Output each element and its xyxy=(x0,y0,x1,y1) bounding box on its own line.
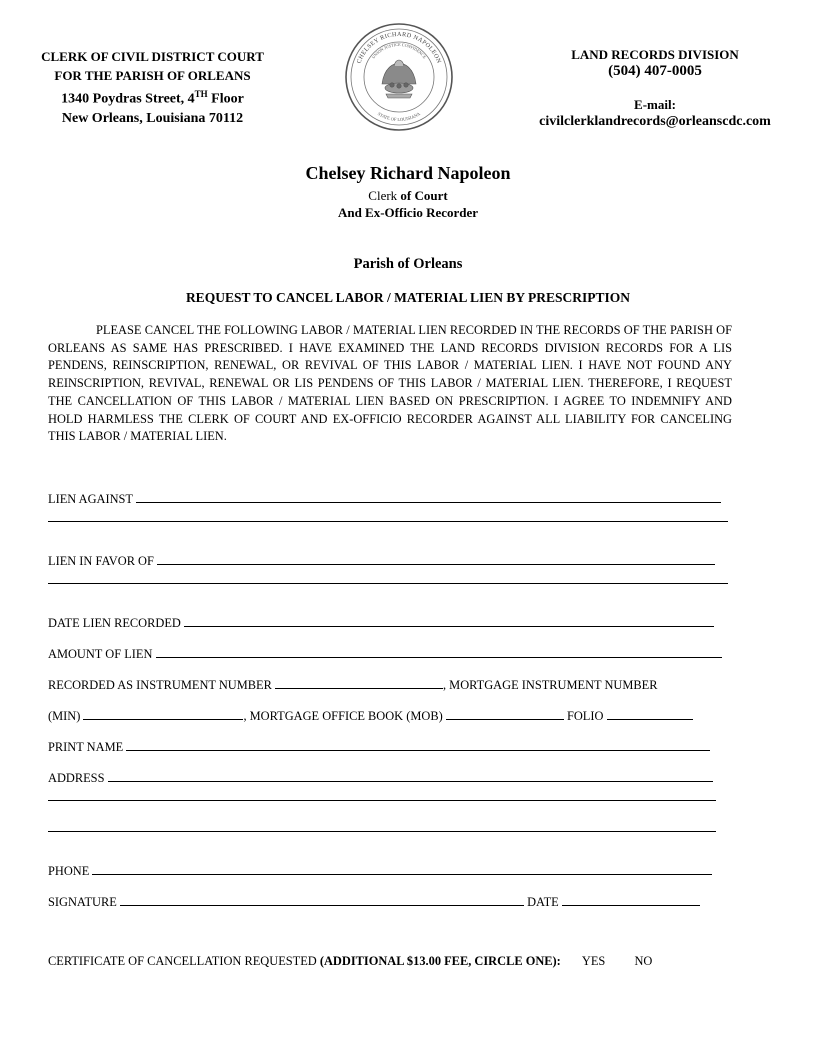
certificate-fee: (ADDITIONAL $13.00 FEE, CIRCLE ONE): xyxy=(319,954,561,968)
date-input[interactable] xyxy=(562,893,700,906)
lien-against-label: LIEN AGAINST xyxy=(48,492,133,506)
court-street: 1340 Poydras Street, 4TH Floor xyxy=(61,89,244,107)
folio-label: FOLIO xyxy=(566,709,604,723)
signature-label: SIGNATURE xyxy=(48,895,117,909)
instrument-number-row xyxy=(48,676,657,693)
certificate-yes-option[interactable]: YES xyxy=(581,954,606,968)
min-label: (MIN) xyxy=(48,709,81,723)
address-input-line3[interactable] xyxy=(48,830,716,832)
division-name: LAND RECORDS DIVISION xyxy=(571,47,739,62)
phone-input[interactable] xyxy=(92,862,712,875)
certificate-request-row xyxy=(48,954,652,969)
signature-row xyxy=(48,893,700,910)
address-input-line2[interactable] xyxy=(48,799,716,801)
svg-text:STATE OF LOUISIANA: STATE OF LOUISIANA xyxy=(376,111,422,123)
phone-label: PHONE xyxy=(48,864,90,878)
court-parish: FOR THE PARISH OF ORLEANS xyxy=(54,68,251,83)
instrument-number-label: RECORDED AS INSTRUMENT NUMBER xyxy=(48,678,272,692)
court-city: New Orleans, Louisiana 70112 xyxy=(61,110,244,126)
amount-of-lien-label: AMOUNT OF LIEN xyxy=(48,647,153,661)
clerk-name: Chelsey Richard Napoleon xyxy=(305,163,511,183)
svg-text:UNION JUSTICE CONFIDENCE: UNION JUSTICE CONFIDENCE xyxy=(370,41,428,60)
address-row xyxy=(48,769,713,786)
print-name-input[interactable] xyxy=(126,738,710,751)
date-lien-recorded-row xyxy=(48,614,714,631)
certificate-no-option[interactable]: NO xyxy=(634,954,653,968)
amount-of-lien-row xyxy=(48,645,722,662)
phone-row xyxy=(48,862,712,879)
court-name: CLERK OF CIVIL DISTRICT COURT xyxy=(41,49,264,64)
division-phone: (504) 407-0005 xyxy=(608,63,702,79)
date-lien-recorded-label: DATE LIEN RECORDED xyxy=(48,616,181,630)
lien-against-input-line2[interactable] xyxy=(48,520,728,522)
clerk-title: Clerk of Court And Ex-Officio Recorder xyxy=(337,188,479,220)
min-input[interactable] xyxy=(83,707,243,720)
certificate-label: CERTIFICATE OF CANCELLATION REQUESTED xyxy=(48,954,320,968)
lien-in-favor-of-input-line2[interactable] xyxy=(48,582,728,584)
amount-of-lien-input[interactable] xyxy=(156,645,722,658)
form-title: REQUEST TO CANCEL LABOR / MATERIAL LIEN BY PRESCRIPTION xyxy=(185,290,631,305)
parish-heading: Parish of Orleans xyxy=(353,256,463,272)
lien-against-row xyxy=(48,490,721,507)
lien-in-favor-of-label: LIEN IN FAVOR OF xyxy=(48,554,154,568)
address-input[interactable] xyxy=(108,769,713,782)
land-records-contact xyxy=(520,46,790,130)
court-seal xyxy=(344,22,454,132)
lien-in-favor-of-input[interactable] xyxy=(157,552,715,565)
print-name-label: PRINT NAME xyxy=(48,740,124,754)
court-address-block xyxy=(20,47,285,128)
lien-against-input[interactable] xyxy=(136,490,721,503)
min-mob-folio-row xyxy=(48,707,693,724)
svg-text:CHELSEY RICHARD NAPOLEON: CHELSEY RICHARD NAPOLEON xyxy=(355,30,443,65)
request-statement: PLEASE CANCEL THE FOLLOWING LABOR / MATERIAL LIEN RECORDED IN THE RECORDS OF THE PARISH OF ORLEANS AS SAME HAS PRESCRIBED. I HAVE EXAMINED THE LAND RECORDS DIVISION RECORDS FOR A LIS PENDENS, REINSCRIPTION, RENEWAL, OR REVIVAL OF THIS LABOR / MATERIAL LIEN. I HAVE NOT FOUND ANY REINSCRIPTION, REVIVAL, RENEWAL OR LIS PENDENS OF THIS LABOR / MATERIAL LIEN. THEREFORE, I REQUEST THE CANCELLATION OF THIS LABOR / MATERIAL LIEN BASED ON PRESCRIPTION. I AGREE TO INDEMNIFY AND HOLD HARMLESS THE CLERK OF COURT AND EX-OFFICIO RECORDER AGAINST ALL LIABILITY FOR CANCELING THIS LABOR / MATERIAL LIEN. xyxy=(48,323,732,444)
division-email: civilclerklandrecords@orleanscdc.com xyxy=(539,114,771,129)
address-label: ADDRESS xyxy=(48,771,105,785)
signature-input[interactable] xyxy=(120,893,524,906)
email-label: E-mail: xyxy=(634,97,676,112)
mob-input[interactable] xyxy=(446,707,564,720)
folio-input[interactable] xyxy=(607,707,693,720)
lien-in-favor-of-row xyxy=(48,552,715,569)
date-label: DATE xyxy=(527,895,559,909)
mob-label: , MORTGAGE OFFICE BOOK (MOB) xyxy=(243,709,443,723)
print-name-row xyxy=(48,738,710,755)
instrument-number-input[interactable] xyxy=(275,676,443,689)
date-lien-recorded-input[interactable] xyxy=(184,614,714,627)
mortgage-instrument-label: , MORTGAGE INSTRUMENT NUMBER xyxy=(442,678,658,692)
